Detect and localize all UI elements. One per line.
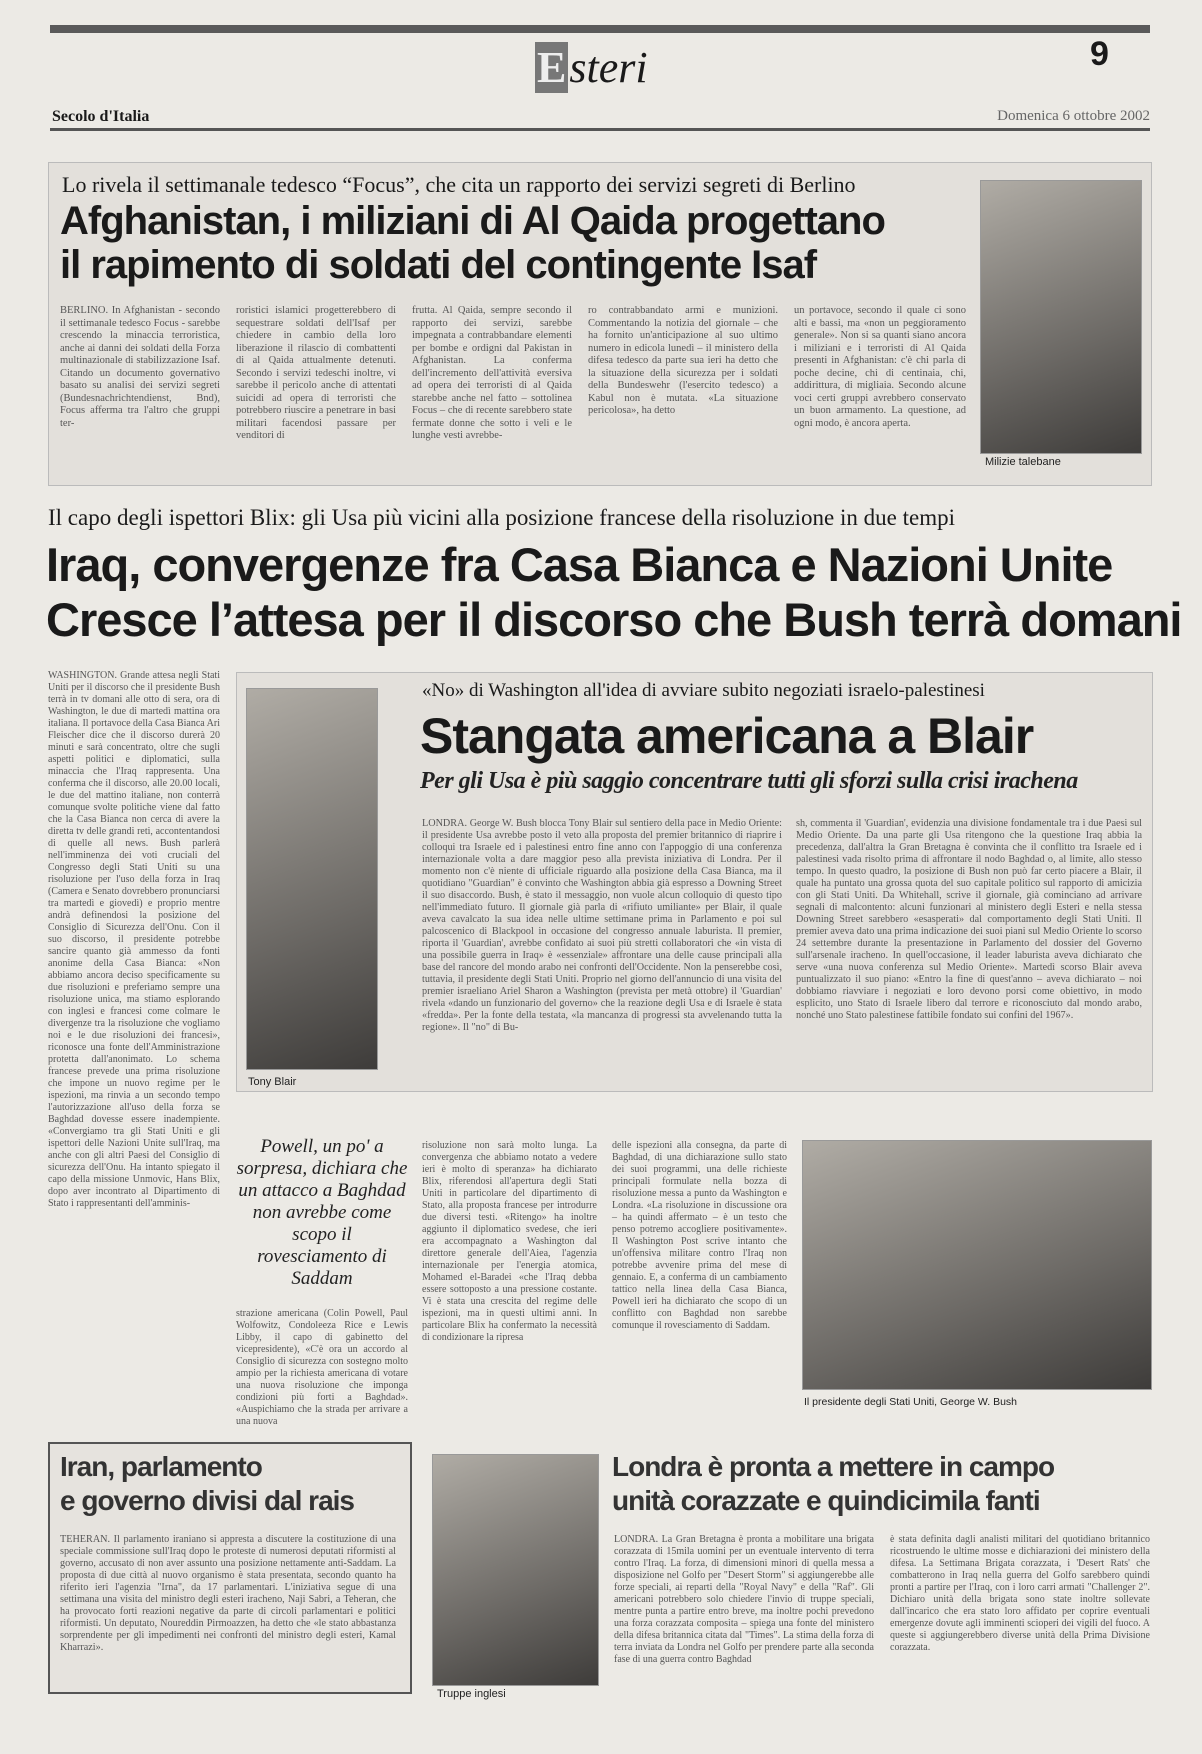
article4-headline-2: e governo divisi dal rais xyxy=(60,1485,355,1516)
article1-col-4: ro contrabbandato armi e munizioni. Commentando la notizia del giornale – che ha fornito un'anticipazione al suo ultimo numero in edicola lunedì – il ministero della difesa tedesco da parte sua ieri ha detto che la situazione della sicurezza per i soldati della Bundeswehr (l'esercito tedesco) a Kabul non è mutata. «La situazione pericolosa», ha detto xyxy=(588,305,778,416)
article4-headline-1: Iran, parlamento xyxy=(60,1451,262,1482)
militia-photo xyxy=(980,180,1142,454)
article2-headline-1: Iraq, convergenze fra Casa Bianca e Nazioni Unite xyxy=(46,538,1113,591)
article4-text: TEHERAN. Il parlamento iraniano si appresta a discutere la costituzione di una speciale commissione sull'Iraq dopo le proteste di numerosi deputati riformisti al governo, accusato di non aver assunto una posizione nettamente anti-Saddam. La proposta di due città al nuovo organismo è stata presentata, secondo quanto ha riferito ieri l'agenzia "Irna", da 17 parlamentari. L'iniziativa segue di una settimana una visita del ministro degli esteri iracheno, Naji Sabri, a Teheran, che ha provocato forti reazioni negative da parte di circoli parlamentari e politici riformisti. Un deputato, Noureddin Pirmoazzen, ha detto che «le stato abbastanza sorprendente per gli impedimenti nei confronti del ministro degli esteri, Kamal Kharrazi». xyxy=(60,1534,396,1653)
article2-col-c: delle ispezioni alla consegna, da parte di Baghdad, di una dichiarazione sullo stato dei suoi programmi, una delle richieste principali formulate nella bozza di risoluzione messa a punto da Washington e Londra. «La risoluzione in discussione ora – ha quindi affermato – è un testo che penso potremo accogliere positivamente». Il Washington Post scrive intanto che un'offensiva militare contro l'Iraq non potrebbe avvenire prima del mese di gennaio. E, a conferma di un cambiamento tattico nella linea della Casa Bianca, Powell ieri ha dichiarato che scopo di un conflitto con Baghdad non sarebbe comunque il rovesciamento di Saddam. xyxy=(612,1140,787,1331)
article2-headline-2: Cresce l’attesa per il discorso che Bush terrà domani xyxy=(46,593,1182,646)
article2-col-a: strazione americana (Colin Powell, Paul Wolfowitz, Condoleeza Rice e Lewis Libby, il capo di gabinetto del vicepresidente), «C'è ora un accordo al Consiglio di sicurezza con sostegno molto ampio per la richiesta americana di votare una nuova risoluzione che imponga condizioni più forti a Baghdad». «Auspichiamo che la strada per arrivare a una nuova xyxy=(236,1308,408,1427)
article2-left-column: WASHINGTON. Grande attesa negli Stati Uniti per il discorso che il presidente Bush terrà in tv domani alle otto di sera, ora di Washington, le due di martedì mattina ora italiana. Il portavoce della Casa Bianca Ari Fleischer dice che il discorso durerà 20 minuti e sarà concentrato, oltre che sugli aspetti politici e diplomatici, sulla minaccia che l'Iraq rappresenta. Una conferma che il discorso, alle 20.00 locali, le due del mattino italiane, non conterrà comunque svolte politiche viene dal fatto che la Casa Bianca non cerca di avere la diretta tv delle grandi reti, accontentandosi di quelle all news. Bush parlerà nell'imminenza dei voti cruciali del Congresso degli Stati Uniti su una risoluzione per l'uso della forza in Iraq (Camera e Senato dovrebbero pronunciarsi tra martedì e giovedì) e proprio mentre andrà definendosi la posizione del Consiglio di Sicurezza dell'Onu. Con il suo discorso, il presidente potrebbe sancire quanto già ammesso da fonti anonime della Casa Bianca: «Non abbiamo ancora deciso specificamente su due risoluzioni e preferiamo sempre una risoluzione unica, ma stiamo esplorando con inglesi e francesi come colmare le divergenze tra la risoluzione che vogliamo noi e le due risoluzioni dei francesi», riconosce una fonte dell'Amministrazione protetta dall'anonimato. Lo schema francese prevede una prima risoluzione che impone un nuovo regime per le ispezioni, ma rinvia a un secondo tempo l'autorizzazione all'uso della forza se Baghdad dovesse essere inadempiente. «Convergiamo tra gli Stati Uniti e gli ispettori delle Nazioni Unite sull'Iraq, ma anche con gli altri Paesi del Consiglio di sicurezza dell'Onu. Ha intanto spiegato il capo della missione Unmovic, Hans Blix, dopo aver incontrato al Dipartimento di Stato i rappresentanti dell'amminis- xyxy=(48,670,220,1209)
article5-headline-2: unità corazzate e quindicimila fanti xyxy=(612,1485,1040,1516)
article3-kicker: «No» di Washington all'idea di avviare subito negoziati israelo-palestinesi xyxy=(422,680,985,701)
article3-col-1: LONDRA. George W. Bush blocca Tony Blair sul sentiero della pace in Medio Oriente: il presidente Usa avrebbe posto il veto alla proposta del premier britannico di riaprire i colloqui tra Israele ed i palestinesi entro fine anno con l'appoggio di una conferenza internazionale volta a dare maggior peso alla prevista iniziativa di Londra. Per il momento non c'è niente di ufficiale riguardo alla posizione della Casa Bianca, ma il quotidiano "Guardian" è convinto che Washington abbia già espresso a Downing Street il suo disaccordo. Bush, è stato il messaggio, non vuole alcun colloquio di questo tipo nell'immediato futuro. Il giornale già parla di «rifiuto umiliante» per Blair, il quale aveva cavalcato la sua idea nelle ultime settimane prima in Parlamento e poi sul palcoscenico di Blackpool in occasione del congresso annuale laburista. Il premier, riporta il 'Guardian', avrebbe confidato ai suoi più stretti collaboratori che «in vista di una possibile guerra in Iraq» è «essenziale» affrontare una delle cause principali alla base del rancore del mondo arabo nei confronti dell'Occidente. Non la penserebbe così, tuttavia, il presidente degli Stati Uniti. Proprio nel giorno dell'annuncio di una visita del premier israeliano Ariel Sharon a Washington (prevista per metà ottobre) il 'Guardian' rivela «dando un funzionario del governo» che la reazione degli Usa e di Israele è stata «fredda». Per la fonte della testata, «la mancanza di progressi sta avvelenando tutta la regione». Il "no" di Bu- xyxy=(422,818,782,1033)
section-initial: E xyxy=(537,43,567,92)
article5-photo-caption: Truppe inglesi xyxy=(437,1688,506,1700)
page-number: 9 xyxy=(1090,35,1109,73)
article3-photo-caption: Tony Blair xyxy=(248,1076,297,1088)
header-rule xyxy=(50,128,1150,131)
article1-headline-2: il rapimento di soldati del contingente Isaf xyxy=(60,243,817,287)
article1-col-2: roristici islamici progetterebbero di sequestrare soldati dell'Isaf per chiedere in cambio della loro liberazione il rilascio di combattenti di al Qaida attualmente detenuti. Secondo i servizi tedeschi inoltre, vi sarebbe il pericolo anche di attentati suicidi ad opera di terroristi che potrebbero riuscire a penetrare in basi militari facendosi passare per venditori di xyxy=(236,305,396,441)
article1-kicker: Lo rivela il settimanale tedesco “Focus”, che cita un rapporto dei servizi segreti di Berlino xyxy=(62,172,856,197)
issue-date: Domenica 6 ottobre 2002 xyxy=(997,108,1150,124)
article3-col-2: sh, commenta il 'Guardian', evidenzia una divisione fondamentale tra i due Paesi sul Medio Oriente. Da una parte gli Usa ritengono che la questione Iraq abbia la precedenza, dall'altra la Gran Bretagna è convinta che il conflitto tra Israele ed i palestinesi vada risolto prima di affrontare il nodo Baghdad o, al limite, allo stesso tempo. In questo quadro, la posizione di Bush non può far certo piacere a Blair, il quale ha puntato una grossa quota del suo capitale politico sul rapporto di amicizia con gli Stati Uniti. Da Whitehall, scrive il giornale, già cominciano ad arrivare segnali di malcontento: alcuni funzionari al ministero degli Esteri e nella stessa Downing Street sarebbero «esasperati» dal comportamento degli Stati Uniti. Il premier aveva dato una prima indicazione dei suoi piani sul Medio Oriente lo scorso 24 settembre durante la presentazione in Parlamento del dossier del Governo sull'arsenale iracheno. In quell'occasione, il leader laburista aveva dichiarato che serve «una nuova conferenza sul Medio Oriente». Martedì scorso Blair aveva puntualizzato il suo piano: «Entro la fine di quest'anno – aveva dichiarato – noi dobbiamo riavviare i negoziati e loro devono porsi come obiettivo, in modo esplicito, uno Stato di Israele libero dal terrore e riconosciuto dal mondo arabo, nonché uno Stato palestinese fattibile fondato sui confini del 1967». xyxy=(796,818,1142,1021)
article5-col-1: LONDRA. La Gran Bretagna è pronta a mobilitare una brigata corazzata di 15mila uomini per un eventuale intervento di terra contro l'Iraq. La forza, di dimensioni minori di quella messa a disposizione nel Golfo per "Desert Storm" si aggiungerebbe alle forze speciali, ai reparti della "Royal Navy" e della "Raf". Gli americani potrebbero solo chiedere l'invio di truppe speciali, mentre punta a partire entro breve, ma inoltre pochi prevedono una forza corazzata composita – spiega una fonte del ministero della difesa britannica citata dal "Times". La stima della forza di terra inviata da Londra nel Golfo per prendere parte alla seconda fase di una guerra contro Baghdad xyxy=(614,1534,874,1665)
article3-headline: Stangata americana a Blair xyxy=(420,708,1034,764)
article2-col-b: risoluzione non sarà molto lunga. La convergenza che abbiamo notato a vedere ieri è molto di speranza» ha dichiarato Blix, riferendosi all'apertura degli Stati Uniti in particolare del dipartimento di Stato, alla proposta francese per introdurre due diversi testi. «Ritengo» ha inoltre aggiunto il diplomatico svedese, che ieri era accompagnato a Washington dal direttore generale dell'Aiea, l'agenzia internazionale per l'energia atomica, Mohamed el-Baradei «che l'Iraq debba essere sottoposto a una pressione costante. Vi è stata una crescita del regime delle ispezioni, ma in questi ultimi anni. In particolare Blix ha confermato la necessità di condizionare la ripresa xyxy=(422,1140,597,1343)
top-bar xyxy=(50,25,1150,33)
masthead: Secolo d'Italia xyxy=(52,108,150,125)
article5-headline-1: Londra è pronta a mettere in campo xyxy=(612,1451,1055,1482)
article1-photo-caption: Milizie talebane xyxy=(985,456,1061,468)
article1-col-3: frutta. Al Qaida, sempre secondo il rapporto dei servizi, sarebbe impegnata a contrabbandare elementi per bombe e ordigni dal Pakistan in Afghanistan. La conferma dell'incremento dell'attività eversiva ad opera dei terroristi di al Qaida starebbe anche nel fatto – sottolinea Focus – che di recente sarebbero state fermate donne che sotto i veli e le lunghe vesti avrebbe- xyxy=(412,305,572,441)
section-title xyxy=(535,42,648,93)
article1-headline-1: Afghanistan, i miliziani di Al Qaida progettano xyxy=(60,199,885,243)
powell-quote: Powell, un po' a sorpresa, dichiara che un attacco a Baghdad non avrebbe come scopo il rovesciamento di Saddam xyxy=(236,1136,408,1289)
article1-col-1: BERLINO. In Afghanistan - secondo il settimanale tedesco Focus - sarebbe crescendo la minaccia terroristica, anche ai danni dei soldati della Forza multinazionale di stabilizzazione Isaf. Citando un documento governativo basato su analisi dei servizi segreti (Bundesnachrichtendienst, Bnd), Focus afferma tra l'altro che gruppi ter- xyxy=(60,305,220,429)
bush-photo xyxy=(802,1140,1152,1390)
article1-col-5: un portavoce, secondo il quale ci sono alti e bassi, ma «non un peggioramento generale». Non si sa quanti siano ancora i miliziani e i terroristi di Al Qaida presenti in Afghanistan: c'è chi parla di poche decine, chi di centinaia, chi, addirittura, di migliaia. Secondo alcune voci certi gruppi avrebbero conservato un buon armamento. La questione, ad ogni modo, è ancora aperta. xyxy=(794,305,966,429)
section-rest: steri xyxy=(569,43,648,92)
troops-photo xyxy=(432,1454,599,1686)
blair-photo xyxy=(246,688,378,1070)
article3-subtitle: Per gli Usa è più saggio concentrare tutti gli sforzi sulla crisi irachena xyxy=(420,768,1078,794)
article5-col-2: è stata definita dagli analisti militari del quotidiano britannico ricostruendo le ultime mosse e dichiarazioni dei ministero della difesa. La Settimana Brigata corazzata, i 'Desert Rats' che combatterono in Iraq nella guerra del Golfo sarebbero quindi pronti a partire per l'Iraq, con i loro carri armati "Challenger 2". Dichiaro unità della brigata sono state inoltre sollevate dall'incarico che era stato loro affidato per coprire eventuali emergenze dovute agli imminenti scioperi dei vigili del fuoco. A queste si aggiungerebbero diverse unità della Prima Divisione corazzata. xyxy=(890,1534,1150,1653)
bush-photo-caption: Il presidente degli Stati Uniti, George W. Bush xyxy=(804,1396,1018,1408)
article2-kicker: Il capo degli ispettori Blix: gli Usa più vicini alla posizione francese della risoluzione in due tempi xyxy=(48,505,955,530)
